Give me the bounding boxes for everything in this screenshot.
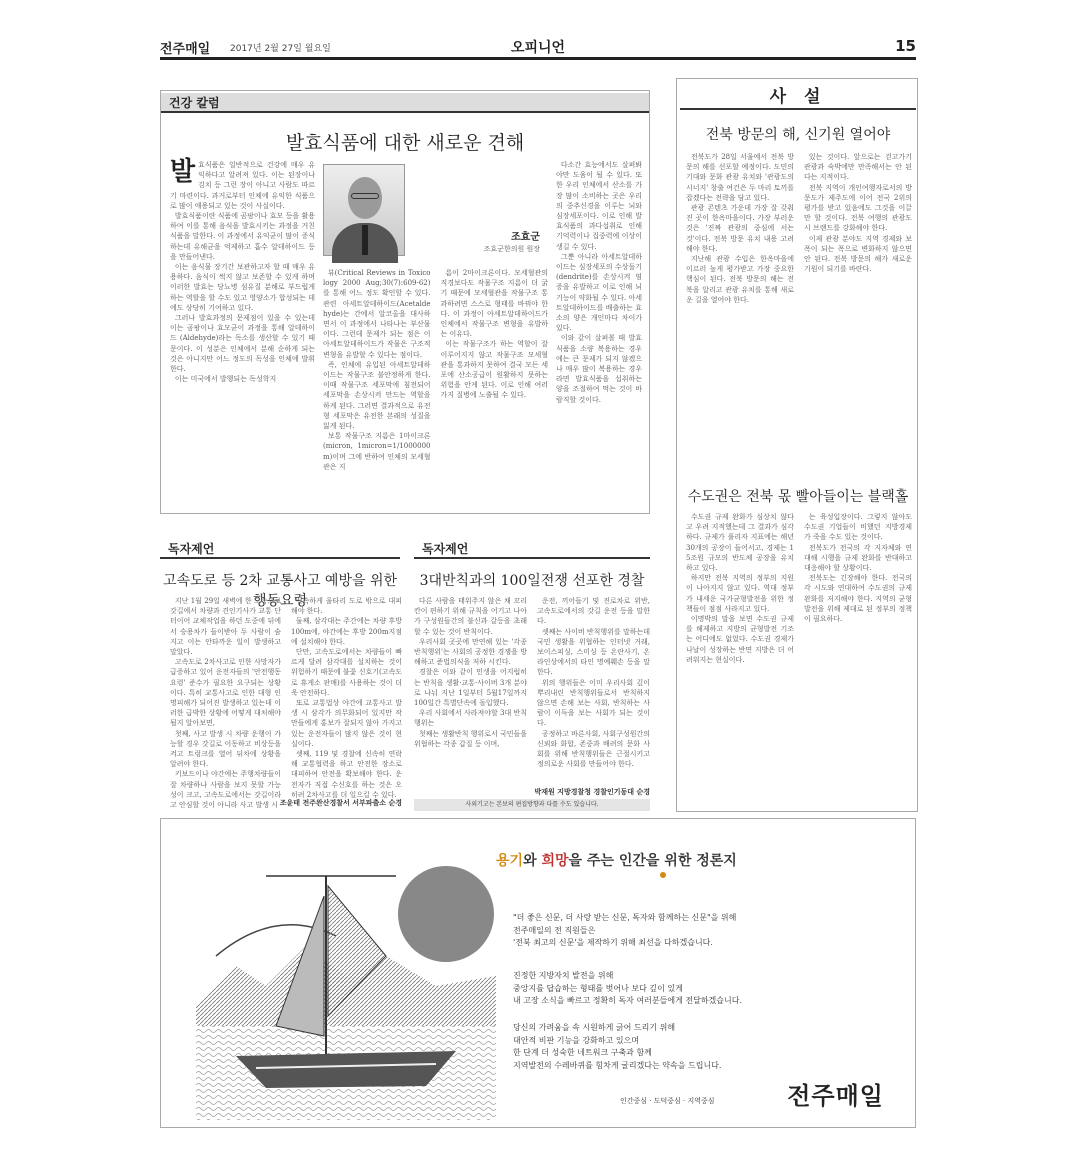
- editorial2-text-2: 는 육성입장이다. 그렇지 않아도 수도권 기업들이 비했던 지방경제가 죽을 수도 있는 것이다. 전북도가 전국의 각 지자체와 연대해 시행을 규제 완화를 반대하고 대응해야 할 상황이다. 전북도는 긴장해야 한다. 전국의 각 시도와 연대하여 수도권의 규제 완화를 저지해야 한다. 지역의 균형 발전을 위해 제대로 된 정부의 정책이 필요하다.: [804, 513, 912, 624]
- editorial1-text-2: 있는 것이다. 앞으로는 걷고가기 관광과 숙박에만 만족해서는 안 된다는 지적이다. 전북 지역이 개인여행자로서의 방문도가 제주도에 이어 전국 2위의 평가를 받고 있음에도 그것을 이끌만 할 것이다. 전북 여행의 관광도시 브랜드를 강화해야 한다. 이제 관광 분야도 지역 경제와 보폭이 되는 폭으로 변화하지 않으면 안 된다. 전북 방문의 해가 새로운 기원이 되기를 바란다.: [804, 153, 912, 274]
- author-name: 조효군: [511, 232, 540, 243]
- health-column-title: 발효식품에 대한 새로운 견해: [285, 132, 525, 154]
- dropcap: 발: [170, 157, 196, 187]
- author-photo: [323, 164, 405, 256]
- masthead-date: 2017년 2월 27일 월요일: [230, 44, 331, 54]
- moon-icon: [398, 866, 494, 962]
- reader2-text-1: 다른 사람을 태워주지 않은 채 꼬리 칸이 편하기 위해 규칙을 어기고 나아가 구성원들간의 불신과 갈등을 초래할 수 있는 것이 반칙이다. 우리사회 곳곳에 만연해 있는 '각종 반칙행위'는 사회의 공정한 경쟁을 방해하고 준법의식을 저하 시킨다. 경찰은 이와 같이 민생을 어지럽히는 반칙을 생활·교통·사이버 3개 분야로 나눠 지난 1일부터 5월17일까지 100일간 특별단속에 돌입했다. 우리 사회에서 사라져야할 3대 반칙행위는 첫째는 생활반칙 행위로서 국민들을 위협하는 각종 갑질 등 이며,: [414, 597, 527, 748]
- ad-footer: [620, 1076, 884, 1116]
- reader1-title: 고속도로 등 2차 교통사고 예방을 위한 행동요령: [162, 573, 398, 609]
- reader2-text-2: 운전, 끼어들기 및 진로차로 위반, 고속도로에서의 갓길 운전 등을 말한다. 셋째는 사이버 반칙행위를 말하는데 국민 생활을 위협하는 인터넷 거래, 보이스피싱, 스미싱 등 온란사기, 온라인상에서의 타인 명예훼손 등을 말한다. 위의 행위들은 이미 우리사회 깊이 뿌리내린 반칙행위들로서 반칙하지 않으면 손해 보는 사회, 반칙하는 사람이 이득을 보는 사회가 되는 것이다. 공정하고 바른사회, 사회구성원간의 신뢰와 화합, 존중과 배려의 문화 사회를 위해 반칙행위들은 근절시키고 정의로운 사회를 만들어야 한다.: [537, 597, 650, 769]
- editorial2-body: [686, 512, 912, 806]
- health-column-text-2: 뷰(Critical Reviews in Toxicology 2000 Aug;30(7):609-62)를 통해 어느 정도 확인할 수 있다. 관련 아세트알데하이드(Acetaldehyde)는 간에서 알코올을 대사하면서 이 과정에서 나타나는 부산물이다. 그런데 문제가 되는 점은 이 아세트알데하이드가 작물은 구조적 변형을 유발할 수 있다는 점이다. 즉, 인체에 유입된 아세트알데하이드는 작물구조 불안정하게 한다. 이때 작물구조 세포막에 침전되어 세포막을 손상시켜 만드는 역할을 하게 된다. 그러면 결과적으로 유전형 세포막은 유전한 본래의 성질을 잃게 된다. 보통 작물구조 지름은 1마이크론 (micron, 1micron=1/1000000m)이며 그에 반하여 인체의 모세혈관은 지: [323, 269, 431, 471]
- masthead-paper-name: 전주매일: [160, 42, 211, 57]
- health-column-text-4: 다소간 효능에서도 살펴봐야만 도움이 될 수 있다. 또한 우리 인체에서 산소를 가장 많이 소비하는 곳은 우리의 중추신경을 이루는 뇌와 심장세포이다. 이로 인해 발효식품의 과다섭취로 인해 기억력이나 집중력에 이상이 생길 수 있다. 그뿐 아니라 아세트알데하이드는 심장세포의 수상돌기(dendrite)를 손상시켜 염증을 유발하고 이로 인해 뇌 기능이 약화될 수 있다. 아세트알데하이드를 배출하는 효소의 양은 개인마다 차이가 있다. 이와 같이 살펴볼 때 발효식품을 소량 복용하는 경우에는 큰 문제가 되지 않겠으나 매우 많이 복용하는 경우라면 발효식품을 섭취하는 양을 조절하여 먹는 것이 바람직할 것이다.: [556, 161, 642, 404]
- slogan-dot-icon: [660, 872, 666, 878]
- contribution-notice: 사외기고는 본보의 편집방향과 다를 수도 있습니다.: [414, 799, 650, 811]
- reader1-signature: 조윤태 전주완산경찰서 서부파출소 순경: [279, 799, 402, 807]
- ad-logo: 전주매일: [787, 1082, 884, 1110]
- ship-illustration: [196, 836, 496, 1120]
- editorial1-title: 전북 방문의 해, 신기원 열어야: [705, 127, 891, 143]
- masthead: [160, 36, 916, 60]
- health-column-text-1: 발 효식품은 일반적으로 건강에 매우 유익하다고 알려져 있다. 이는 된장이나 김치 등 그런 장이 아니고 사람도 따르기 마련이다. 과거로부터 인체에 유익한 식품으로 많이 애용되고 있는 것이 사실이다. 발효식품이란 식품에 곰팡이나 효모 등을 활용하여 이를 통해 음식을 발효시키는 과정을 거친 식품을 말한다. 이 과정에서 유익균이 많이 증식하는데 유해균을 억제하고 흡수 알데하이드 등을 만들어낸다. 이는 음식물 장기간 보관하고자 할 때 매우 유용하다. 음식이 썩지 않고 보존할 수 있게 하며 이러한 발효는 당뇨병 섬유질 분해로 부드럽게 하는 역할을 할 수도 있고 영양소가 합성되는 데에도 상당히 기여하고 있다. 그러나 발효과정의 문제점이 있을 수 있는데 이는 곰팡이나 효모균이 과정을 통해 알데하이드 (Aldehyde)라는 독소를 생산할 수 있기 때문이다. 이 성분은 인체에서 분해 순하게 되는 것은 아니지만 어느 정도의 독성을 인체에 발휘한다. 이는 미국에서 발행되는 독성학지: [170, 157, 315, 384]
- health-column-label: 건강 칼럼: [161, 93, 649, 113]
- editorial2-text-1: 수도권 규제 완화가 심상치 않다고 우려 지적했는데 그 결과가 심각하다. 규제가 풀리자 지표에는 해년 30개의 공장이 들어서고, 경제는 15조원 규모의 반도체 공장을 유치하고 있다. 하지만 전북 지역의 정부의 지원이 나아지지 않고 있다. 역대 정부가 내세운 국가균형발전을 위한 정책들이 점점 사라지고 있다. 이명박의 말을 보면 수도권 규제를 해제하고 지방의 균형발전 기조는 어디에도 없었다. 수도권 경제가 나날이 성장하는 반면 지방은 더 어려워지는 현실이다.: [686, 513, 794, 664]
- ad-paragraph-3: 당신의 가려움을 속 시원하게 긁어 드리기 위해 대안적 비판 기능을 강화하고 있으며 한 단계 더 성숙한 네트워크 구축과 함께 지역발전의 수레바퀴를 힘차게 굴리겠다는 약속을 드립니다.: [513, 1023, 722, 1070]
- health-column-text-3: 름이 2마이크론이다. 모세혈관의 직경보다도 작물구조 지름이 더 굵기 때문에 모세혈관을 작물구조 통과하려면 스스로 형태를 바꿔야 한다. 이 과정이 아세트알데하이드가 인체에서 작물구조 변형을 유발하는 이유다. 이는 작물구조가 하는 역할이 잘 이루어지지 않고 작물구조 모세혈관을 통과하지 못하여 결국 모든 세포에 산소공급이 원활하지 못하는 위험을 안게 된다. 이로 인해 여러 가지 질병에 노출될 수 있다.: [440, 269, 548, 400]
- ad-paragraph-1: "더 좋은 신문, 더 사랑 받는 신문, 독자와 함께하는 신문"을 위해 전주매일의 전 직원들은 '전북 최고의 신문'을 제작하기 위해 최선을 다하겠습니다.: [513, 913, 737, 947]
- editorial1-body: [686, 152, 912, 467]
- reader2-title: 3대반칙과의 100일전쟁 선포한 경찰: [419, 573, 645, 589]
- reader2-signature: 박재원 지방경찰청 경찰인기동대 순경: [534, 788, 650, 796]
- reader2-label: 독자제언: [414, 539, 650, 559]
- hull-icon: [236, 1051, 456, 1088]
- ad-motto: 인간중심 · 도덕중심 · 지역중심: [620, 1097, 715, 1105]
- ad-slogan: 용기와 희망을 주는 인간을 위한 정론지: [496, 853, 737, 869]
- health-column-col4: [556, 160, 642, 505]
- reader1-text-2: 신속하게 울타리 도로 밖으로 대피해야 한다. 둘째, 삼각대는 주간에는 차량 후방 100m에, 야간에는 후방 200m지점에 설치해야 한다. 단만, 고속도로에서는 차량들이 빠르게 달려 삼각대를 설치하는 것이 위험하기 때문에 불꽃 신호기(고속도로 휴게소 판매)를 사용하는 것이 더욱 안전하다. 또로 교통법상 야간에 교통사고 발생 시 삼각가 의무화되어 있지만 작만들에게 홍보가 잘되지 않아 가지고 있는 운전자들이 많지 않은 것이 현실이다. 셋째, 119 및 경찰에 신속히 연락해 교통협력을 하고 안전한 장소로 대피하여 안전을 확보해야 한다. 운전자가 직접 수신호를 하는 것은 오히려 2차사고를 더 일으킬 수 있다.: [291, 597, 402, 799]
- health-column-col1: [170, 157, 315, 505]
- masthead-section: 오피니언: [510, 40, 566, 56]
- reader1-text-1: 지난 1월 29일 새벽에 한 고속도로 갓길에서 차량과 견인기사가 교통 단터이어 교체작업을 하던 도중에 뒤에서 승용차가 들이받아 두 사람이 숨지고 이는 안타까운 일이 발생하고 말았다. 고속도로 2차사고로 인한 사망자가 급증하고 있어 운전자들의 '안전행동요령' 준수가 필요한 요구되는 상황이다. 특히 교통사고로 인한 대형 인명피해가 되어진 발생하고 있는데 이러한 급박한 상황에 어떻게 대처해야 될지 알아보면, 첫째, 사고 발생 시 차량 운행이 가능할 경우 갓길로 이동하고 비상등을 켜고 트렁크를 열어 뒤차에 상황을 알려야 한다. 키보드이나 야간에는 주행차량들이 잘 차량하나 사람을 보지 못할 가능성이 크고, 고속도로에서는 갓길이라고 안심할 것이 아니라 사고 발생 시: [170, 597, 281, 810]
- page-number: 15: [895, 37, 916, 55]
- reader2-body: [414, 596, 650, 786]
- ad-paragraph-2: 진정한 지방자치 발전을 위해 중앙지를 답습하는 형태를 벗어나 보다 깊이 있게 내 고장 소식을 빠르고 정확히 독자 여러분들에게 전달하겠습니다.: [513, 971, 742, 1005]
- health-column-col2-3: [323, 268, 548, 505]
- reader1-label: 독자제언: [160, 539, 400, 559]
- editorial2-title: 수도권은 전북 몫 빨아들이는 블랙홀: [687, 489, 909, 505]
- editorial-label: 사 설: [769, 87, 827, 107]
- editorial-divider: [680, 108, 916, 110]
- author-title: 조효군한의원 원장: [483, 245, 540, 253]
- editorial1-text-1: 전북도가 28일 서울에서 전북 방문의 해를 선포할 예정이다. 도민의 기대와 문화 관광 유치와 '관광도의 시너지' 창출 여건은 두 마리 토끼를 잡겠다는 전략을 담고 있다. 관광 콘텐츠 가운데 가장 잘 갖춰진 곳이 한옥마을이다. 가장 부러운 것은 '진짜 관광의 중심에 서는 것'이다. 전북 방문 유치 내용 고려해야 한다. 지난해 관광 수입은 한옥마을에 이르러 높게 평가받고 가장 중요한 핵심이 된다. 전북 방문의 해는 전북을 알리고 관광 유치를 통해 새로운 길을 열어야 한다.: [686, 153, 794, 304]
